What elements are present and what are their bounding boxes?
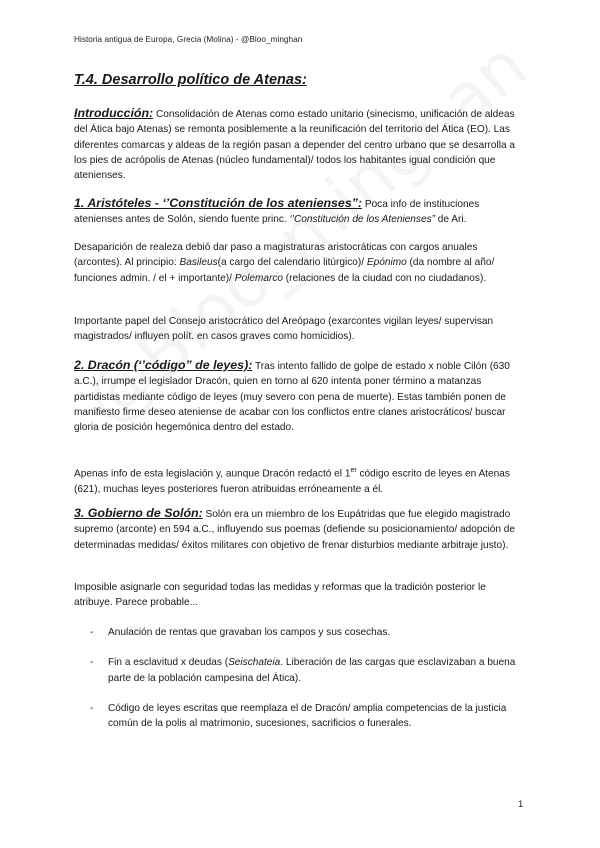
page-number: 1 [518, 799, 524, 810]
reforms-list [74, 625, 526, 731]
intro-text: Consolidación de Atenas como estado unitario (sinecismo, unificación de aldeas del Ática bajo Atenas) se remonta posiblemente a la reunificación del territorio del Ática (EO). Las diferentes comarcas y aldeas de la región pasan a depender del centro urbano que se desarrolla a los pies de acrópolis de Atenas (núcleo fundamental)/ todos los habitantes igual condición que atenienses. [74, 109, 516, 182]
section-1-paragraph-3: Importante papel del Consejo aristocrático del Areópago (exarcontes vigilan leyes/ supervisan magistrados/ influyen polít. en casos graves como homicidios). [74, 316, 494, 343]
page-title: T.4. Desarrollo político de Atenas: [74, 72, 307, 88]
list-item-text: Anulación de rentas que gravaban los campos y sus cosechas. [108, 627, 391, 638]
term-polemarco: Polemarco [234, 272, 283, 284]
superscript: er [350, 467, 357, 474]
list-item [74, 655, 526, 686]
text-span: Apenas info de esta legislación y, aunque Dracón redactó el 1 [74, 468, 351, 480]
section-1-text: Poca info de instituciones atenienses antes de Solón, siendo fuente princ. [74, 199, 480, 226]
page-header: Historia antigua de Europa, Grecia (Molina) - @Bloo_minghan [74, 35, 303, 44]
bullet-dash: - [90, 627, 94, 638]
text-span: Desaparición de realeza debió dar paso a magistraturas aristocráticas con cargos anuales (arcontes). Al principio: [74, 242, 478, 269]
section-3-heading: 3. Gobierno de Solón: [74, 506, 203, 520]
list-item-text: Código de leyes escritas que reemplaza el de Dracón/ amplia competencias de la justicia común de la polis al matrimonio, sucesiones, sacrificios o funerales. [108, 702, 507, 730]
text-span: (a cargo del calendario litúrgico)/ [217, 257, 367, 269]
section-3-paragraph-2: Imposible asignarle con seguridad todas las medidas y reformas que la tradición posterior le atribuye. Parece probable... [74, 582, 486, 609]
section-2-heading: 2. Dracón (‘’código” de leyes): [74, 358, 253, 372]
bullet-dash: - [90, 657, 94, 669]
text-span: (relaciones de la ciudad con no ciudadanos). [283, 272, 487, 284]
term-seischateia: Seischateia [228, 657, 281, 669]
text-span: (da nombre al año/ funciones admin. / el + importante)/ [74, 257, 495, 284]
intro-heading: Introducción: [74, 106, 154, 120]
section-2-paragraph-1 [74, 358, 526, 435]
section-1-paragraph-1 [74, 196, 526, 228]
bullet-dash: - [90, 702, 94, 714]
section-2-paragraph-2 [74, 463, 526, 497]
section-3-paragraph-1 [74, 506, 526, 553]
section-2-text: Tras intento fallido de golpe de estado x noble Cilón (630 a.C.), irrumpe el legislador Dracón, quien en torno al 620 intenta poner término a matanzas partidistas mediante código de leyes (muy severo con pena de muerte). Estas también ponen de manifiesto firme deseo ateniense de acabar con los conflictos entre clanes aristocráticos/ buscar gloria de posición hegemónica dentro del estado. [74, 361, 510, 434]
section-1-text-end: de Ari. [435, 214, 467, 226]
list-item [74, 701, 526, 732]
section-1-paragraph-2 [74, 240, 526, 286]
list-item-text: Fin a esclavitud x deudas ( [108, 657, 229, 669]
list-item-text: . Liberación de las cargas que esclavizaban a buena parte de la población campesina del Ática). [108, 657, 516, 684]
section-1-heading: 1. Aristóteles - ‘’Constitución de los atenienses”: [74, 196, 363, 210]
term-basileus: Basileus [179, 257, 218, 269]
intro-paragraph [74, 106, 526, 183]
text-span: código escrito de leyes en Atenas (621), muchas leyes posteriores fueron atribuidas erróneamente a él. [74, 468, 510, 495]
section-3-text: Solón era un miembro de los Eupátridas que fue elegido magistrado supremo (arconte) en 594 a.C., influyendo sus poemas (defiende su posicionamiento/ adopción de determinadas medidas/ éxitos militares con objetivo de frenar disturbios mediante arbitraje justo). [74, 509, 516, 551]
section-1-source-title: ‘’Constitución de los Atenienses” [289, 214, 435, 226]
term-eponimo: Epónimo [366, 257, 407, 269]
list-item [74, 625, 526, 640]
